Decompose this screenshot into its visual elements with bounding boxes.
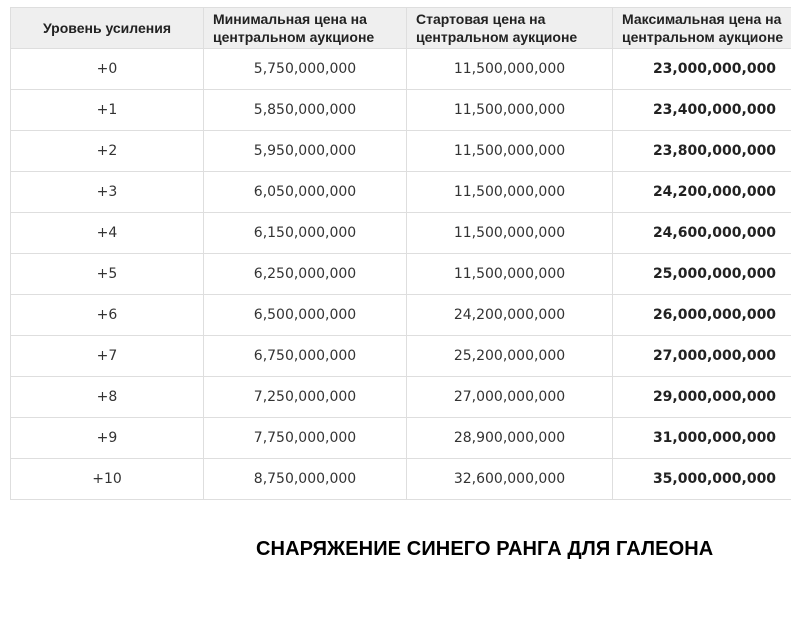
cell-start-price: 11,500,000,000: [407, 172, 613, 213]
cell-enhancement-level: +6: [11, 295, 204, 336]
table-body: [11, 49, 791, 500]
cell-max-price: 23,000,000,000: [613, 49, 791, 90]
cell-max-price: 24,600,000,000: [613, 213, 791, 254]
cell-start-price: 11,500,000,000: [407, 131, 613, 172]
cell-min-price: 6,250,000,000: [204, 254, 407, 295]
cell-min-price: 6,050,000,000: [204, 172, 407, 213]
header-row: [11, 8, 791, 49]
cell-min-price: 6,750,000,000: [204, 336, 407, 377]
cell-min-price: 6,150,000,000: [204, 213, 407, 254]
header-min-price: Минимальная цена на центральном аукционе: [204, 8, 407, 49]
cell-max-price: 27,000,000,000: [613, 336, 791, 377]
cell-max-price: 25,000,000,000: [613, 254, 791, 295]
cell-min-price: 7,750,000,000: [204, 418, 407, 459]
cell-start-price: 11,500,000,000: [407, 90, 613, 131]
header-start-price: Стартовая цена на центральном аукционе: [407, 8, 613, 49]
header-max-price: Максимальная цена на центральном аукционе: [613, 8, 791, 49]
cell-start-price: 32,600,000,000: [407, 459, 613, 500]
cell-enhancement-level: +9: [11, 418, 204, 459]
cell-enhancement-level: +3: [11, 172, 204, 213]
cell-start-price: 28,900,000,000: [407, 418, 613, 459]
cell-start-price: 11,500,000,000: [407, 213, 613, 254]
table-row: [11, 213, 791, 254]
cell-start-price: 11,500,000,000: [407, 254, 613, 295]
cell-start-price: 24,200,000,000: [407, 295, 613, 336]
price-table: [10, 7, 791, 500]
cell-max-price: 29,000,000,000: [613, 377, 791, 418]
cell-max-price: 23,400,000,000: [613, 90, 791, 131]
table-row: [11, 90, 791, 131]
table-row: [11, 295, 791, 336]
cell-enhancement-level: +8: [11, 377, 204, 418]
cell-enhancement-level: +5: [11, 254, 204, 295]
cell-enhancement-level: +0: [11, 49, 204, 90]
cell-max-price: 26,000,000,000: [613, 295, 791, 336]
header-enhancement-level: Уровень усиления: [11, 8, 204, 49]
cell-enhancement-level: +10: [11, 459, 204, 500]
cell-min-price: 8,750,000,000: [204, 459, 407, 500]
table-row: [11, 336, 791, 377]
equipment-caption: СНАРЯЖЕНИЕ СИНЕГО РАНГА ДЛЯ ГАЛЕОНА: [256, 538, 714, 560]
table-header: [11, 8, 791, 49]
cell-start-price: 27,000,000,000: [407, 377, 613, 418]
cell-max-price: 24,200,000,000: [613, 172, 791, 213]
cell-enhancement-level: +2: [11, 131, 204, 172]
cell-min-price: 7,250,000,000: [204, 377, 407, 418]
table-row: [11, 418, 791, 459]
cell-max-price: 31,000,000,000: [613, 418, 791, 459]
table-row: [11, 459, 791, 500]
cell-max-price: 35,000,000,000: [613, 459, 791, 500]
cell-enhancement-level: +4: [11, 213, 204, 254]
table-row: [11, 254, 791, 295]
table-row: [11, 49, 791, 90]
cell-start-price: 11,500,000,000: [407, 49, 613, 90]
cell-min-price: 5,950,000,000: [204, 131, 407, 172]
table-row: [11, 377, 791, 418]
table-row: [11, 131, 791, 172]
cell-min-price: 5,850,000,000: [204, 90, 407, 131]
cell-enhancement-level: +7: [11, 336, 204, 377]
cell-min-price: 6,500,000,000: [204, 295, 407, 336]
cell-start-price: 25,200,000,000: [407, 336, 613, 377]
table-row: [11, 172, 791, 213]
cell-enhancement-level: +1: [11, 90, 204, 131]
cell-min-price: 5,750,000,000: [204, 49, 407, 90]
cell-max-price: 23,800,000,000: [613, 131, 791, 172]
